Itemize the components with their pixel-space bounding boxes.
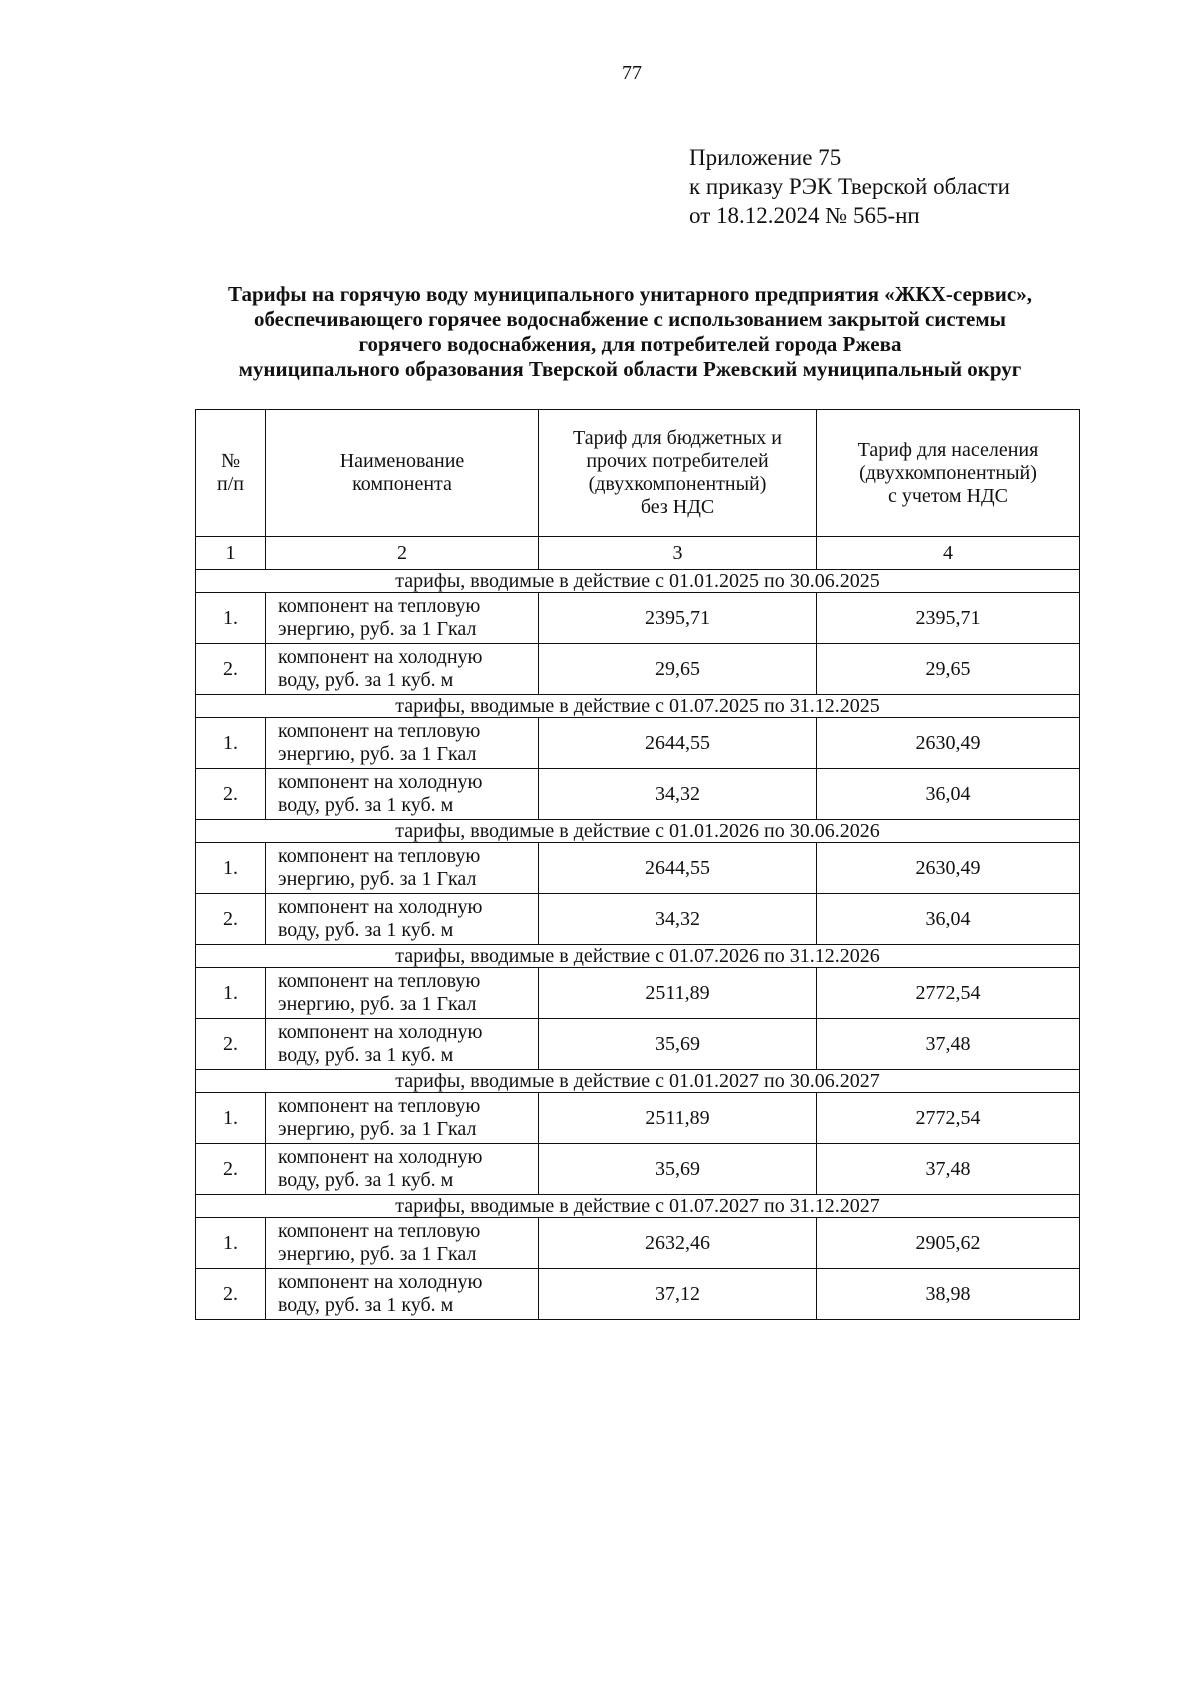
header-number: № п/п <box>196 410 266 537</box>
population-tariff-value: 2630,49 <box>817 843 1080 894</box>
population-tariff-value: 2772,54 <box>817 968 1080 1019</box>
tariffs-table-body <box>196 570 1080 1320</box>
title-line-3: горячего водоснабжения, для потребителей города Ржева <box>358 332 902 356</box>
component-name <box>266 1218 539 1269</box>
component-name-line-2: энергию, руб. за 1 Гкал <box>278 1118 477 1140</box>
component-name <box>266 769 539 820</box>
table-row <box>196 1093 1080 1144</box>
header-population-tariff: Тариф для населения (двухкомпонентный) с учетом НДС <box>817 410 1080 537</box>
component-name-line-1: компонент на тепловую <box>278 845 481 867</box>
component-name-line-2: воду, руб. за 1 куб. м <box>278 669 454 691</box>
component-name-line-1: компонент на холодную <box>278 1271 483 1293</box>
column-number: 1 <box>196 537 266 570</box>
component-name-line-1: компонент на холодную <box>278 1021 483 1043</box>
title-line-2: обеспечивающего горячее водоснабжение с использованием закрытой системы <box>253 307 1007 331</box>
period-title: тарифы, вводимые в действие с 01.07.2027 по 31.12.2027 <box>196 1195 1080 1218</box>
component-name-line-2: воду, руб. за 1 куб. м <box>278 794 454 816</box>
budget-tariff-value: 2395,71 <box>539 593 817 644</box>
table-header-row <box>196 410 1080 537</box>
component-name-line-2: энергию, руб. за 1 Гкал <box>278 618 477 640</box>
period-title: тарифы, вводимые в действие с 01.01.2027 по 30.06.2027 <box>196 1070 1080 1093</box>
population-tariff-value: 36,04 <box>817 769 1080 820</box>
population-tariff-value: 38,98 <box>817 1269 1080 1320</box>
component-name-line-1: компонент на холодную <box>278 771 483 793</box>
budget-tariff-value: 2511,89 <box>539 968 817 1019</box>
component-name <box>266 1269 539 1320</box>
page-number: 77 <box>622 62 642 84</box>
row-number: 1. <box>196 968 266 1019</box>
period-header-row <box>196 945 1080 968</box>
table-row <box>196 843 1080 894</box>
header-budget-tariff: Тариф для бюджетных и прочих потребителей (двухкомпонентный) без НДС <box>539 410 817 537</box>
table-row <box>196 593 1080 644</box>
row-number: 2. <box>196 1144 266 1195</box>
period-header-row <box>196 820 1080 843</box>
budget-tariff-value: 2644,55 <box>539 843 817 894</box>
component-name-line-1: компонент на холодную <box>278 646 483 668</box>
row-number: 2. <box>196 894 266 945</box>
component-name-line-1: компонент на тепловую <box>278 970 481 992</box>
period-header-row <box>196 1195 1080 1218</box>
component-name <box>266 1019 539 1070</box>
population-tariff-value: 37,48 <box>817 1019 1080 1070</box>
budget-tariff-value: 29,65 <box>539 644 817 695</box>
row-number: 2. <box>196 644 266 695</box>
period-title: тарифы, вводимые в действие с 01.01.2026 по 30.06.2026 <box>196 820 1080 843</box>
population-tariff-value: 29,65 <box>817 644 1080 695</box>
population-tariff-value: 2772,54 <box>817 1093 1080 1144</box>
component-name <box>266 718 539 769</box>
table-row <box>196 644 1080 695</box>
table-row <box>196 1218 1080 1269</box>
component-name-line-2: воду, руб. за 1 куб. м <box>278 1169 454 1191</box>
table-row <box>196 968 1080 1019</box>
row-number: 1. <box>196 1218 266 1269</box>
table-row <box>196 1269 1080 1320</box>
appendix-line-1: Приложение 75 <box>689 145 842 170</box>
column-number: 4 <box>817 537 1080 570</box>
period-title: тарифы, вводимые в действие с 01.01.2025 по 30.06.2025 <box>196 570 1080 593</box>
appendix-line-2: к приказу РЭК Тверской области <box>689 174 1010 199</box>
appendix-line-3: от 18.12.2024 № 565-нп <box>689 203 920 228</box>
component-name <box>266 843 539 894</box>
row-number: 2. <box>196 1269 266 1320</box>
title-line-1: Тарифы на горячую воду муниципального унитарного предприятия «ЖКХ-сервис», <box>228 282 1032 306</box>
component-name-line-2: воду, руб. за 1 куб. м <box>278 1044 454 1066</box>
table-row <box>196 718 1080 769</box>
component-name <box>266 894 539 945</box>
row-number: 2. <box>196 1019 266 1070</box>
document-title <box>150 282 1110 382</box>
population-tariff-value: 2630,49 <box>817 718 1080 769</box>
title-line-4: муниципального образования Тверской области Ржевский муниципальный округ <box>238 357 1022 381</box>
component-name <box>266 1093 539 1144</box>
component-name <box>266 593 539 644</box>
table-row <box>196 1019 1080 1070</box>
component-name <box>266 968 539 1019</box>
row-number: 1. <box>196 593 266 644</box>
period-header-row <box>196 1070 1080 1093</box>
component-name-line-1: компонент на тепловую <box>278 1220 481 1242</box>
population-tariff-value: 2905,62 <box>817 1218 1080 1269</box>
period-title: тарифы, вводимые в действие с 01.07.2026 по 31.12.2026 <box>196 945 1080 968</box>
period-header-row <box>196 570 1080 593</box>
population-tariff-value: 37,48 <box>817 1144 1080 1195</box>
component-name <box>266 1144 539 1195</box>
component-name-line-1: компонент на тепловую <box>278 1095 481 1117</box>
budget-tariff-value: 2511,89 <box>539 1093 817 1144</box>
component-name <box>266 644 539 695</box>
tariffs-table <box>195 409 1080 1320</box>
budget-tariff-value: 35,69 <box>539 1019 817 1070</box>
component-name-line-1: компонент на холодную <box>278 1146 483 1168</box>
component-name-line-2: энергию, руб. за 1 Гкал <box>278 868 477 890</box>
component-name-line-1: компонент на тепловую <box>278 595 481 617</box>
column-number-row <box>196 537 1080 570</box>
row-number: 2. <box>196 769 266 820</box>
appendix-reference <box>689 143 1010 230</box>
component-name-line-2: энергию, руб. за 1 Гкал <box>278 993 477 1015</box>
row-number: 1. <box>196 1093 266 1144</box>
period-title: тарифы, вводимые в действие с 01.07.2025 по 31.12.2025 <box>196 695 1080 718</box>
component-name-line-1: компонент на холодную <box>278 896 483 918</box>
table-row <box>196 769 1080 820</box>
table-row <box>196 894 1080 945</box>
budget-tariff-value: 2632,46 <box>539 1218 817 1269</box>
header-component-name: Наименование компонента <box>266 410 539 537</box>
table-row <box>196 1144 1080 1195</box>
component-name-line-1: компонент на тепловую <box>278 720 481 742</box>
column-number: 2 <box>266 537 539 570</box>
component-name-line-2: энергию, руб. за 1 Гкал <box>278 1243 477 1265</box>
budget-tariff-value: 37,12 <box>539 1269 817 1320</box>
row-number: 1. <box>196 843 266 894</box>
population-tariff-value: 2395,71 <box>817 593 1080 644</box>
budget-tariff-value: 2644,55 <box>539 718 817 769</box>
population-tariff-value: 36,04 <box>817 894 1080 945</box>
budget-tariff-value: 35,69 <box>539 1144 817 1195</box>
column-number: 3 <box>539 537 817 570</box>
row-number: 1. <box>196 718 266 769</box>
component-name-line-2: энергию, руб. за 1 Гкал <box>278 743 477 765</box>
component-name-line-2: воду, руб. за 1 куб. м <box>278 1294 454 1316</box>
budget-tariff-value: 34,32 <box>539 769 817 820</box>
budget-tariff-value: 34,32 <box>539 894 817 945</box>
period-header-row <box>196 695 1080 718</box>
component-name-line-2: воду, руб. за 1 куб. м <box>278 919 454 941</box>
